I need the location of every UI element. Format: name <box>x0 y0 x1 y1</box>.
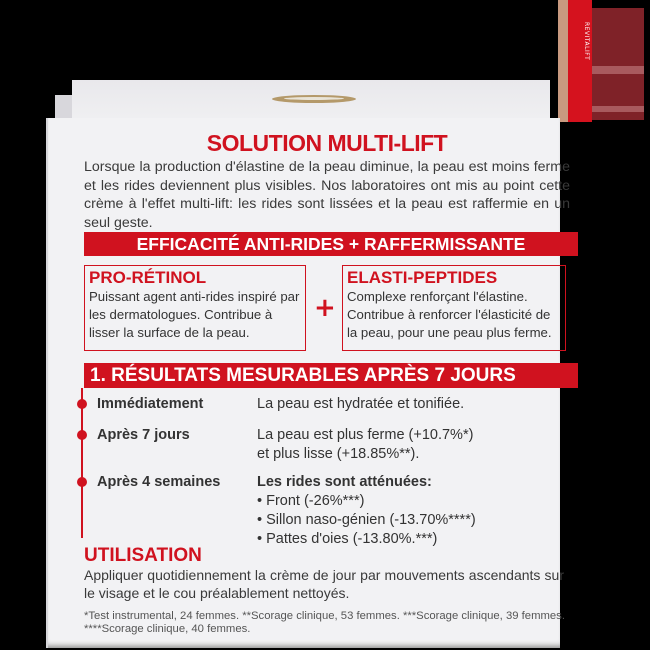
result-when: Immédiatement <box>97 396 204 412</box>
product-title: SOLUTION MULTI-LIFT <box>206 130 448 156</box>
result-when: Après 4 semaines <box>97 474 221 490</box>
ingredient-name: PRO-RÉTINOL <box>89 268 207 287</box>
plus-icon: + <box>314 293 336 323</box>
timeline-dot-icon <box>77 430 87 440</box>
usage-title: UTILISATION <box>84 545 202 566</box>
result-text: La peau est hydratée et tonifiée. <box>257 396 465 412</box>
side-tab <box>558 0 592 122</box>
ingredient-card-elasti-peptides <box>342 265 566 351</box>
results-banner: 1. RÉSULTATS MESURABLES APRÈS 7 JOURS <box>84 363 578 388</box>
timeline-dot-icon <box>77 399 87 409</box>
timeline-dot-icon <box>77 477 87 487</box>
box-content <box>84 130 570 232</box>
efficacy-banner: EFFICACITÉ ANTI-RIDES + RAFFERMISSANTE <box>84 232 578 256</box>
usage-text: Appliquer quotidiennement la crème de jour par mouvements ascendants sur le visage et le cou préalablement nettoyés. <box>84 567 564 601</box>
result-line: La peau est plus ferme (+10.7%*) <box>257 427 474 443</box>
ingredient-desc: Complexe renforçant l'élastine. Contribue à renforcer l'élasticité de la peau, pour une peau plus ferme. <box>347 289 552 340</box>
result-when: Après 7 jours <box>97 427 190 443</box>
ingredient-desc: Puissant agent anti-rides inspiré par les dermatologues. Contribue à lisser la surface de la peau. <box>89 289 300 340</box>
side-tab-shadow <box>592 8 644 120</box>
brand-logo-icon <box>272 95 356 103</box>
footnote: *Test instrumental, 24 femmes. **Scorage clinique, 53 femmes. ***Scorage clinique, 39 femmes. ****Scorage clinique, 40 femmes. <box>84 610 565 635</box>
ingredient-card-pro-retinol <box>84 265 306 351</box>
intro-text: Lorsque la production d'élastine de la peau diminue, la peau est moins ferme et les rides deviennent plus visibles. Nos laboratoires ont mis au point cette crème à l'effet multi-lift: les rides sont lissées et la peau est raffermie en un seul geste. <box>84 159 570 231</box>
result-text <box>257 473 577 549</box>
timeline-line <box>81 388 83 538</box>
side-tab-label: REVITALIFT <box>583 22 590 61</box>
result-line: • Sillon naso-génien (-13.70%****) <box>257 512 476 528</box>
result-line: • Front (-26%***) <box>257 493 365 509</box>
ingredient-name: ELASTI-PEPTIDES <box>347 268 498 287</box>
model-photo <box>558 0 568 122</box>
result-heading: Les rides sont atténuées: <box>257 474 432 490</box>
result-line: • Pattes d'oies (-13.80%.***) <box>257 531 438 547</box>
result-text <box>257 426 577 464</box>
result-line: et plus lisse (+18.85%**). <box>257 446 420 462</box>
